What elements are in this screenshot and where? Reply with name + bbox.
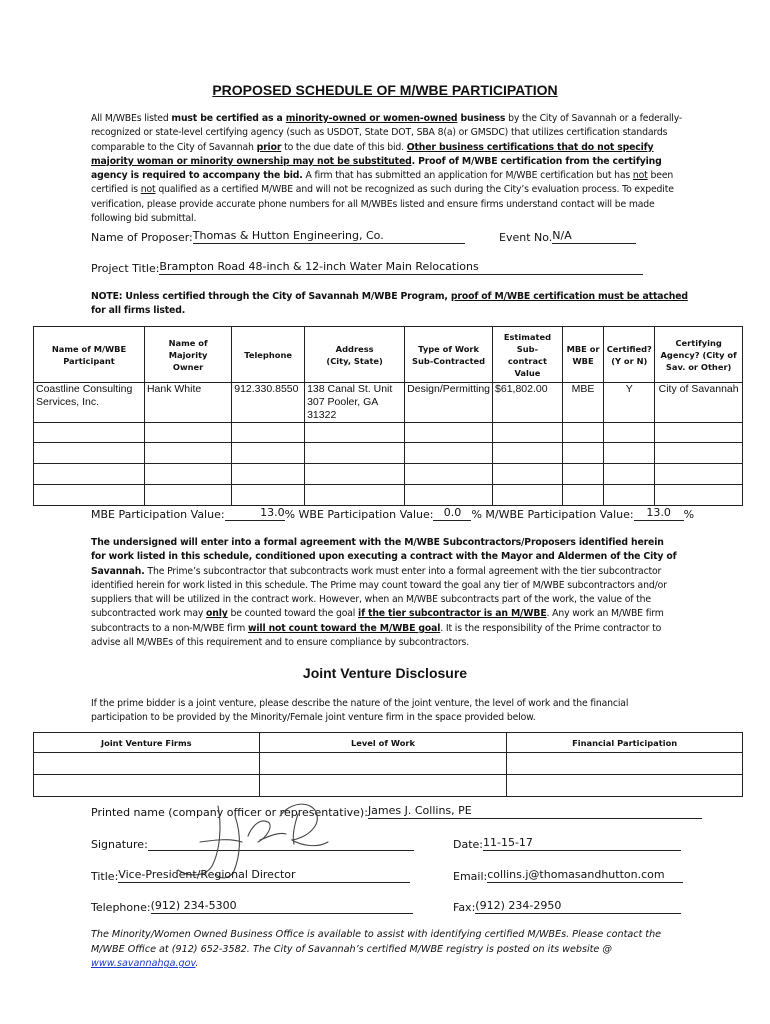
project-label: Project Title: xyxy=(91,262,160,275)
col-header-agency: Certifying Agency? (City of Sav. or Other) xyxy=(655,327,743,383)
table-row xyxy=(34,383,743,423)
cell-telephone[interactable] xyxy=(232,423,305,443)
cell-participant[interactable]: Coastline Consulting Services, Inc. xyxy=(34,383,145,423)
mwbe-participants-table xyxy=(33,326,743,506)
cell-agency[interactable]: City of Savannah xyxy=(655,383,743,423)
jv-cell-firms[interactable] xyxy=(34,775,260,797)
email-input[interactable]: collins.j@thomasandhutton.com xyxy=(487,868,683,883)
jv-cell-level[interactable] xyxy=(259,753,507,775)
intro-bold-underline: Other business certifications that do not specify majority woman or minority ownership may not be substituted xyxy=(91,141,654,167)
undersigned-bold-underline: only xyxy=(206,608,228,620)
cell-mbe-wbe[interactable] xyxy=(562,443,603,464)
cell-agency[interactable] xyxy=(655,464,743,485)
table-row xyxy=(34,775,743,797)
intro-text: All M/WBEs listed xyxy=(91,113,172,124)
fax-field xyxy=(453,899,681,914)
col-header-address: Address (City, State) xyxy=(305,327,405,383)
cell-address[interactable] xyxy=(305,443,405,464)
cell-owner[interactable] xyxy=(144,464,231,485)
intro-text: qualified as a certified M/WBE and will not be recognized as such during the City’s evaluation process. To expedite verification, please provide accurate phone numbers for all M/WBEs listed and ensure firms understand contact will be made following bid submittal. xyxy=(91,184,674,225)
cell-certified[interactable] xyxy=(604,464,655,485)
cell-certified[interactable] xyxy=(604,485,655,506)
col-header-mbe-wbe: MBE or WBE xyxy=(562,327,603,383)
cell-value[interactable] xyxy=(493,443,563,464)
intro-bold: business xyxy=(457,113,506,124)
cell-work-type[interactable] xyxy=(405,464,493,485)
undersigned-text: The Prime’s subcontractor that subcontracts work must enter into a formal agreement with the tier subcontractor identified herein for work listed in this schedule. The Prime may count toward the goal any tier of M/WBE subcontractors and/or suppliers that will be utilized in the contract work. However, when an M/WBE subcontracts part of the work, the value of the subcontracted work may xyxy=(91,565,667,620)
cell-certified[interactable] xyxy=(604,443,655,464)
intro-underline: not xyxy=(140,184,156,196)
event-input[interactable]: N/A xyxy=(552,229,636,244)
cell-owner[interactable] xyxy=(144,423,231,443)
col-header-owner: Name of Majority Owner xyxy=(144,327,231,383)
table-row xyxy=(34,485,743,506)
cell-work-type[interactable] xyxy=(405,443,493,464)
cell-participant[interactable] xyxy=(34,423,145,443)
col-header-certified: Certified? (Y or N) xyxy=(604,327,655,383)
jv-description: If the prime bidder is a joint venture, please describe the nature of the joint venture, the level of work and the financial participation to be provided by the Minority/Female joint venture firm in the space provided below. xyxy=(91,698,629,724)
title-field xyxy=(91,868,410,883)
undersigned-text: . It is the responsibility of the Prime contractor to advise all M/WBEs of this requirement and to ensure compliance by subcontractors. xyxy=(91,622,662,649)
col-header-telephone: Telephone xyxy=(232,327,305,383)
footer-text: The Minority/Women Owned Business Office is available to assist with identifying certified M/WBEs. Please contact the M/WBE Office at (912) 652-3582. The City of Savannah’s certified M/WBE registry is posted on its website @ xyxy=(91,929,662,955)
jv-col-financial: Financial Participation xyxy=(507,733,743,753)
cell-owner[interactable]: Hank White xyxy=(144,383,231,423)
jv-col-level: Level of Work xyxy=(259,733,507,753)
jv-col-firms: Joint Venture Firms xyxy=(34,733,260,753)
intro-paragraph xyxy=(91,112,683,226)
cell-telephone[interactable] xyxy=(232,464,305,485)
date-label: Date: xyxy=(453,838,483,851)
cell-telephone[interactable]: 912.330.8550 xyxy=(232,383,305,423)
jv-cell-level[interactable] xyxy=(259,775,507,797)
note-text: NOTE: Unless certified through the City of Savannah M/WBE Program, xyxy=(91,291,451,302)
cell-value[interactable] xyxy=(493,423,563,443)
undersigned-text: . Any work an M/WBE firm subcontracts to a non-M/WBE firm xyxy=(91,608,664,634)
title-label: Title: xyxy=(91,870,119,883)
footer-end: . xyxy=(195,958,199,969)
col-header-work-type: Type of Work Sub-Contracted xyxy=(405,327,493,383)
cell-agency[interactable] xyxy=(655,485,743,506)
undersigned-text: be counted toward the goal xyxy=(227,608,359,620)
note-underline: proof of M/WBE certification must be attached xyxy=(450,291,688,302)
telephone-label: Telephone: xyxy=(91,901,151,914)
cell-telephone[interactable] xyxy=(232,443,305,464)
cell-mbe-wbe[interactable]: MBE xyxy=(562,383,603,423)
jv-header-row xyxy=(34,733,743,753)
cell-address[interactable] xyxy=(305,485,405,506)
undersigned-paragraph xyxy=(91,536,681,650)
intro-bold-underline: prior xyxy=(256,141,282,153)
project-field xyxy=(91,260,643,275)
percent-sign: % xyxy=(683,508,695,521)
jv-cell-financial[interactable] xyxy=(507,775,743,797)
mbe-label: MBE Participation Value: xyxy=(91,508,225,521)
website-link[interactable]: www.savannahga.gov xyxy=(91,958,196,969)
cell-value[interactable]: $61,802.00 xyxy=(493,383,563,423)
undersigned-bold-underline: if the tier subcontractor is an M/WBE xyxy=(358,608,547,620)
fax-input[interactable]: (912) 234-2950 xyxy=(475,899,681,914)
cell-certified[interactable] xyxy=(604,423,655,443)
cell-work-type[interactable] xyxy=(405,423,493,443)
cell-participant[interactable] xyxy=(34,485,145,506)
intro-text: by the City of Savannah or a federally-recognized or state-level certifying agency (such as USDOT, State DOT, SBA 8(a) or GMSDC) that utilizes certification standards comparable to the City of Savannah xyxy=(91,113,683,153)
cell-agency[interactable] xyxy=(655,423,743,443)
undersigned-bold: The undersigned will enter into a formal agreement with the M/WBE Subcontractors/Proposers identified herein for work listed in this schedule, conditioned upon executing a contract with the Mayor and Aldermen of the City of Savannah. xyxy=(91,537,677,577)
email-label: Email: xyxy=(453,870,488,883)
telephone-field xyxy=(91,899,413,914)
intro-text: been certified is xyxy=(91,170,674,196)
cell-value[interactable] xyxy=(493,464,563,485)
cell-telephone[interactable] xyxy=(232,485,305,506)
table-row xyxy=(34,423,743,443)
cell-value[interactable] xyxy=(493,485,563,506)
wbe-label: % WBE Participation Value: xyxy=(284,508,434,521)
mbe-value-input[interactable]: 13.0 xyxy=(225,506,285,521)
intro-underline: not xyxy=(632,170,648,182)
col-header-value: Estimated Sub-contract Value xyxy=(493,327,563,383)
cell-certified[interactable]: Y xyxy=(604,383,655,423)
jv-title: Joint Venture Disclosure xyxy=(302,665,468,681)
cell-participant[interactable] xyxy=(34,443,145,464)
proposer-field xyxy=(91,229,465,244)
cell-mbe-wbe[interactable] xyxy=(562,464,603,485)
intro-text: to the due date of this bid. xyxy=(281,141,407,153)
jv-cell-financial[interactable] xyxy=(507,753,743,775)
intro-text: A firm that has submitted an application for M/WBE certification but has xyxy=(302,170,633,182)
page-title: PROPOSED SCHEDULE OF M/WBE PARTICIPATION xyxy=(212,82,558,98)
wbe-value-input[interactable]: 0.0 xyxy=(433,506,471,521)
note-paragraph xyxy=(91,290,691,319)
event-label: Event No. xyxy=(499,231,553,244)
proposer-input[interactable]: Thomas & Hutton Engineering, Co. xyxy=(193,229,465,244)
cell-participant[interactable] xyxy=(34,464,145,485)
cell-address[interactable]: 138 Canal St. Unit 307 Pooler, GA 31322 xyxy=(305,383,405,423)
printed-name-input[interactable]: James J. Collins, PE xyxy=(368,804,702,819)
cell-work-type[interactable] xyxy=(405,485,493,506)
cell-address[interactable] xyxy=(305,464,405,485)
footer-note xyxy=(91,928,683,972)
table-header-row xyxy=(34,327,743,383)
cell-agency[interactable] xyxy=(655,443,743,464)
signature-label: Signature: xyxy=(91,838,148,851)
jv-cell-firms[interactable] xyxy=(34,753,260,775)
event-field xyxy=(499,229,636,244)
printed-name-label: Printed name (company officer or representative): xyxy=(91,806,368,819)
title-input[interactable]: Vice-President/Regional Director xyxy=(118,868,410,883)
cell-mbe-wbe[interactable] xyxy=(562,423,603,443)
participation-values xyxy=(91,506,694,521)
date-input[interactable]: 11-15-17 xyxy=(483,836,681,851)
cell-mbe-wbe[interactable] xyxy=(562,485,603,506)
telephone-input[interactable]: (912) 234-5300 xyxy=(151,899,413,914)
date-field xyxy=(453,836,681,851)
fax-label: Fax: xyxy=(453,901,476,914)
note-text: for all firms listed. xyxy=(91,305,186,317)
col-header-participant: Name of M/WBE Participant xyxy=(34,327,145,383)
project-input[interactable]: Brampton Road 48-inch & 12-inch Water Main Relocations xyxy=(159,260,643,275)
intro-bold-underline: minority-owned or women-owned xyxy=(285,113,458,124)
table-row xyxy=(34,464,743,485)
cell-work-type[interactable]: Design/Permitting xyxy=(405,383,493,423)
cell-owner[interactable] xyxy=(144,443,231,464)
table-row xyxy=(34,443,743,464)
undersigned-bold-underline: will not count toward the M/WBE goal xyxy=(247,622,441,634)
table-row xyxy=(34,753,743,775)
cell-address[interactable] xyxy=(305,423,405,443)
mwbe-label: % M/WBE Participation Value: xyxy=(471,508,634,521)
intro-bold: must be certified as a xyxy=(171,113,286,124)
mwbe-value-input[interactable]: 13.0 xyxy=(634,506,684,521)
intro-bold: . Proof of M/WBE certification from the certifying agency is required to accompany the bid. xyxy=(91,155,662,182)
email-field xyxy=(453,868,683,883)
cell-owner[interactable] xyxy=(144,485,231,506)
joint-venture-table xyxy=(33,732,743,797)
proposer-label: Name of Proposer: xyxy=(91,231,193,244)
